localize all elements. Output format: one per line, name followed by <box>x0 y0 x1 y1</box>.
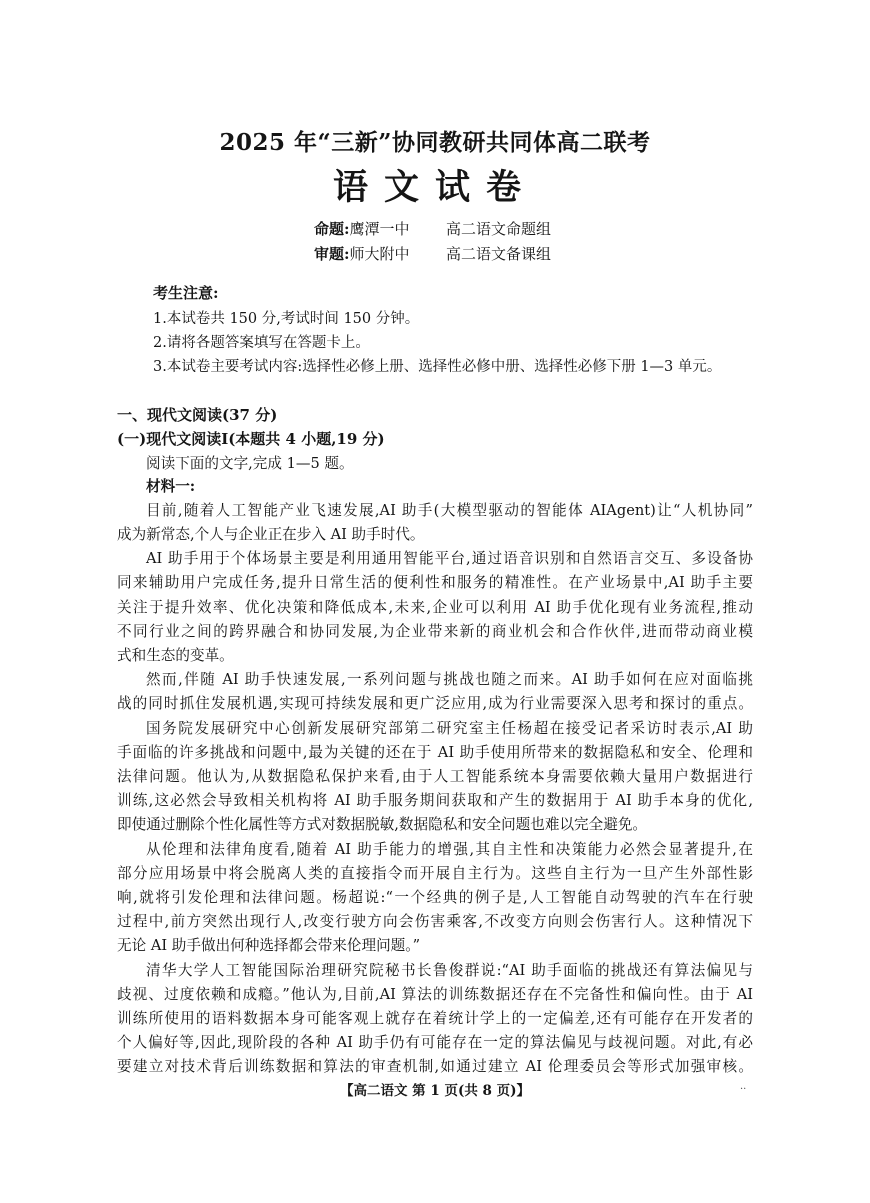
passage-line: 歧视、过度依赖和成瘾。”他认为,目前,AI 算法的训练数据还存在不完备性和偏向性。由于 AI <box>117 986 753 1003</box>
passage-line: 法律问题。他认为,从数据隐私保护来看,由于人工智能系统本身需要依赖大量用户数据进行 <box>117 768 753 785</box>
section-heading: 一、现代文阅读(37 分) <box>117 406 278 424</box>
passage-line: 训练所使用的语料数据本身可能客观上就存在着统计学上的一定偏差,还有可能存在开发者的 <box>117 1010 753 1027</box>
passage-line: 个人偏好等,因此,现阶段的各种 AI 助手仍有可能存在一定的算法偏见与歧视问题。对此,有必 <box>117 1034 753 1051</box>
passage-line: 关注于提升效率、优化决策和降低成本,未来,企业可以利用 AI 助手优化现有业务流程,推动 <box>117 599 753 616</box>
credit-label: 审题: <box>314 245 350 263</box>
passage-line: 训练,这必然会导致相关机构将 AI 助手服务期间获取和产生的数据用于 AI 助手本身的优化, <box>117 792 753 809</box>
passage-line: 不同行业之间的跨界融合和协同发展,为企业带来新的商业机会和合作伙伴,进而带动商业模 <box>117 623 753 640</box>
passage-line: 响,就将引发伦理和法律问题。杨超说:“一个经典的例子是,人工智能自动驾驶的汽车在行驶 <box>117 889 753 906</box>
instruction-text: 阅读下面的文字,完成 1—5 题。 <box>146 455 354 472</box>
passage-line: 清华大学人工智能国际治理研究院秘书长鲁俊群说:“AI 助手面临的挑战还有算法偏见与 <box>146 962 753 979</box>
passage-line: 战的同时抓住发展机遇,实现可持续发展和更广泛应用,成为行业需要深入思考和探讨的重点。 <box>117 695 753 712</box>
passage-line: 式和生态的变革。 <box>117 647 234 664</box>
passage-line: 然而,伴随 AI 助手快速发展,一系列问题与挑战也随之而来。AI 助手如何在应对面临挑 <box>146 671 753 688</box>
subject-title: 语文试卷 <box>332 167 537 208</box>
notice-heading: 考生注意: <box>153 284 219 302</box>
credit-group: 高二语文命题组 <box>446 220 552 238</box>
passage-line: 要建立对技术背后训练数据和算法的审查机制,如通过建立 AI 伦理委员会等形式加强审核。 <box>117 1058 753 1075</box>
credit-reviewer <box>314 243 552 264</box>
credit-group: 高二语文备课组 <box>446 245 552 263</box>
exam-title: 2025 年“三新”协同教研共同体高二联考 <box>219 129 651 156</box>
passage-line: 从伦理和法律角度看,随着 AI 助手能力的增强,其自主性和决策能力必然会显著提升,在 <box>146 841 753 858</box>
passage-line: 过程中,前方突然出现行人,改变行驶方向会伤害乘客,不改变方向则会伤害行人。这种情况下 <box>117 913 753 930</box>
passage-line: AI 助手用于个体场景主要是利用通用智能平台,通过语音识别和自然语言交互、多设备协 <box>146 550 753 567</box>
notice-item: 2.请将各题答案填写在答题卡上。 <box>153 335 370 351</box>
credit-setter <box>314 218 552 239</box>
passage-line: 手面临的许多挑战和问题中,最为关键的还在于 AI 助手使用所带来的数据隐私和安全、伦理和 <box>117 744 753 761</box>
material-label: 材料一: <box>146 478 196 495</box>
notice-item: 3.本试卷主要考试内容:选择性必修上册、选择性必修中册、选择性必修下册 1—3 单元。 <box>153 359 722 375</box>
passage-line: 国务院发展研究中心创新发展研究部第二研究室主任杨超在接受记者采访时表示,AI 助 <box>146 720 753 737</box>
subsection-heading: (一)现代文阅读Ⅰ(本题共 4 小题,19 分) <box>117 430 385 448</box>
passage-line: 部分应用场景中将会脱离人类的直接指令而开展自主行为。这些自主行为一旦产生外部性影 <box>117 865 753 882</box>
passage-line: 无论 AI 助手做出何种选择都会带来伦理问题。” <box>117 937 421 954</box>
page-footer: 【高二语文 第 1 页(共 8 页)】 <box>339 1083 531 1099</box>
passage-line: 即使通过删除个性化属性等方式对数据脱敏,数据隐私和安全问题也难以完全避免。 <box>117 816 648 833</box>
credit-school: 师大附中 <box>349 245 410 263</box>
credit-school: 鹰潭一中 <box>349 220 410 238</box>
passage-line: 目前,随着人工智能产业飞速发展,AI 助手(大模型驱动的智能体 AIAgent)让“人机协同” <box>146 502 753 519</box>
corner-mark: ·· <box>740 1084 747 1095</box>
passage-line: 成为新常态,个人与企业正在步入 AI 助手时代。 <box>117 526 425 543</box>
passage-line: 同来辅助用户完成任务,提升日常生活的便利性和服务的精准性。在产业场景中,AI 助手主要 <box>117 574 753 591</box>
notice-item: 1.本试卷共 150 分,考试时间 150 分钟。 <box>153 311 420 327</box>
credit-label: 命题: <box>314 220 350 238</box>
